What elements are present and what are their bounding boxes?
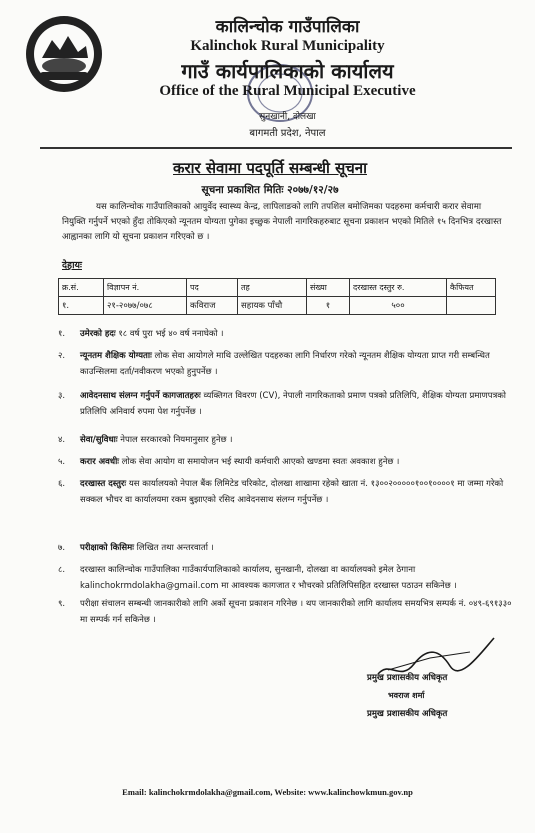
- municipality-name-nepali: कालिन्चोक गाउँपालिका: [215, 17, 360, 37]
- item-text: व्यक्तिगत विवरण (CV), नेपाली नागरिकताको प्रमाण पत्रको प्रतिलिपि, शैक्षिक योग्यता प्रमाणपत्रको प्रतिलिपि अनिवार्य रुपमा पेश गर्नुपर्नेछ ।: [80, 391, 507, 417]
- table-cell: कविराज: [187, 297, 238, 315]
- item-number: ८.: [58, 565, 66, 575]
- table-header-row: [59, 279, 496, 297]
- table-cell: [447, 297, 496, 315]
- item-number: ३.: [58, 391, 66, 401]
- item-number: १.: [58, 329, 66, 339]
- table-row: [59, 297, 496, 315]
- municipality-name-english: Kalinchok Rural Municipality: [190, 38, 385, 54]
- province-name: बागमती प्रदेश, नेपाल: [249, 128, 326, 139]
- item-text: लोक सेवा आयोगले माथि उल्लेखित पदहरुका लागि निर्धारण गरेको न्यूनतम शैक्षिक योग्यता प्राप्त गरी सम्बन्धित काउन्सिलमा दर्ता/नवीकरण भएको हुनुपर्नेछ ।: [80, 351, 490, 377]
- vacancy-table: [58, 278, 496, 315]
- table-header: तह: [238, 279, 307, 297]
- notice-title: करार सेवामा पदपूर्ति सम्बन्धी सूचना: [173, 159, 367, 177]
- list-item: [58, 476, 513, 508]
- item-label: आवेदनसाथ संलग्न गर्नुपर्ने कागजातहरुः: [80, 391, 201, 401]
- table-cell: २१-२०७७/०७८: [104, 297, 187, 315]
- item-number: ५.: [58, 457, 66, 467]
- list-item: [58, 348, 513, 380]
- office-name-nepali: गाउँ कार्यपालिकाको कार्यालय: [181, 59, 394, 83]
- published-date: सूचना प्रकाशित मितिः २०७७/१२/२७: [201, 184, 339, 196]
- item-label: सेवा/सुविधाः: [80, 435, 118, 445]
- item-text: १८ वर्ष पुरा भई ४० वर्ष ननाघेको ।: [115, 329, 224, 339]
- item-text: दरखास्त कालिन्चोक गाउँपालिका गाउँकार्यपालिकाको कार्यालय, सुनखानी, दोलखा वा कार्यालयको इमेल ठेगाना kalinchokrmdolakha@gmail.com मा आवश्यक कागजात र भौचरको प्रतिलिपिसहित दरखास्त पठाउन सकिनेछ ।: [80, 565, 457, 591]
- item-text: परीक्षा संचालन सम्बन्धी जानकारीको लागि अर्को सूचना प्रकाशन गरिनेछ । थप जानकारीको लागि कार्यालय समयभित्र सम्पर्क नं. ०४९-६९१३३० मा सम्पर्क गर्न सकिनेछ ।: [80, 599, 512, 625]
- item-text: यस कार्यालयको नेपाल बैंक लिमिटेड चरिकोट, दोलखा शाखामा रहेको खाता नं. १३००२०००००१००१००००१ मा जम्मा गरेको सक्कल भौचर वा कार्यालयमा रकम बुझाएको रसिद आवेदनसाथ संलग्न गर्नुपर्नेछ ।: [80, 479, 504, 505]
- list-item: [58, 432, 513, 448]
- details-label: देहायः: [62, 260, 82, 271]
- item-text: नेपाल सरकारको नियमानुसार हुनेछ ।: [117, 435, 233, 445]
- table-header: पद: [187, 279, 238, 297]
- signatory-name: भवराज शर्मा: [388, 691, 425, 700]
- office-address: सुनखानी, दोलखा: [259, 112, 316, 122]
- office-name-english: Office of the Rural Municipal Executive: [159, 83, 416, 99]
- signatory-title: प्रमुख प्रशासकीय अधिकृत: [367, 673, 448, 683]
- item-label: करार अवधीः: [80, 457, 120, 467]
- table-header: कैफियत: [447, 279, 496, 297]
- list-item: [58, 596, 513, 628]
- item-label: दरखास्त दस्तुरः: [80, 479, 127, 489]
- notice-intro: यस कालिन्चोक गाउँपालिकाको आयुर्वेद स्वास्थ्य केन्द्र, लापिलाङको लागि तपशिल बमोजिमका पदहरुमा कर्मचारी करार सेवामा नियुक्ति गर्नुपर्ने भएको हुँदा तोकिएको न्यूनतम योग्यता पुगेका इच्छुक नेपाली नागरिकहरुबाट सूचना प्रकाशन भएको मितिले १५ दिनभित्र दरखास्त आह्वानका लागि यो सूचना प्रकाशन गरिएको छ ।: [62, 202, 502, 242]
- item-number: ९.: [58, 599, 66, 609]
- item-label: न्यूनतम शैक्षिक योग्यताः: [80, 351, 152, 361]
- list-item: [58, 562, 513, 594]
- item-number: ६.: [58, 479, 66, 489]
- item-number: २.: [58, 351, 66, 361]
- table-header: क्र.सं.: [59, 279, 104, 297]
- list-item: [58, 454, 513, 470]
- list-item: [58, 388, 513, 420]
- table-cell: सहायक पाँचौ: [238, 297, 307, 315]
- item-label: परीक्षाको किसिमः: [80, 543, 134, 553]
- table-cell: १: [307, 297, 350, 315]
- table-header: संख्या: [307, 279, 350, 297]
- table-cell: १.: [59, 297, 104, 315]
- item-text: लिखित तथा अन्तरवार्ता ।: [133, 543, 214, 553]
- list-item: [58, 540, 513, 556]
- footer-contact: Email: kalinchokrmdolakha@gmail.com, Website: www.kalinchowkmun.gov.np: [122, 787, 413, 797]
- header-divider: [40, 147, 512, 149]
- list-item: [58, 326, 513, 342]
- item-text: लोक सेवा आयोग वा समायोजन भई स्थायी कर्मचारी आएको खण्डमा स्वतः अवकाश हुनेछ ।: [119, 457, 400, 467]
- item-number: ४.: [58, 435, 66, 445]
- table-cell: ५००: [350, 297, 447, 315]
- signatory-stamp-title: प्रमुख प्रशासकीय अधिकृत: [367, 709, 448, 719]
- table-header: विज्ञापन नं.: [104, 279, 187, 297]
- table-header: दरखास्त दस्तुर रु.: [350, 279, 447, 297]
- item-number: ७.: [58, 543, 66, 553]
- item-label: उमेरको हदः: [80, 329, 116, 339]
